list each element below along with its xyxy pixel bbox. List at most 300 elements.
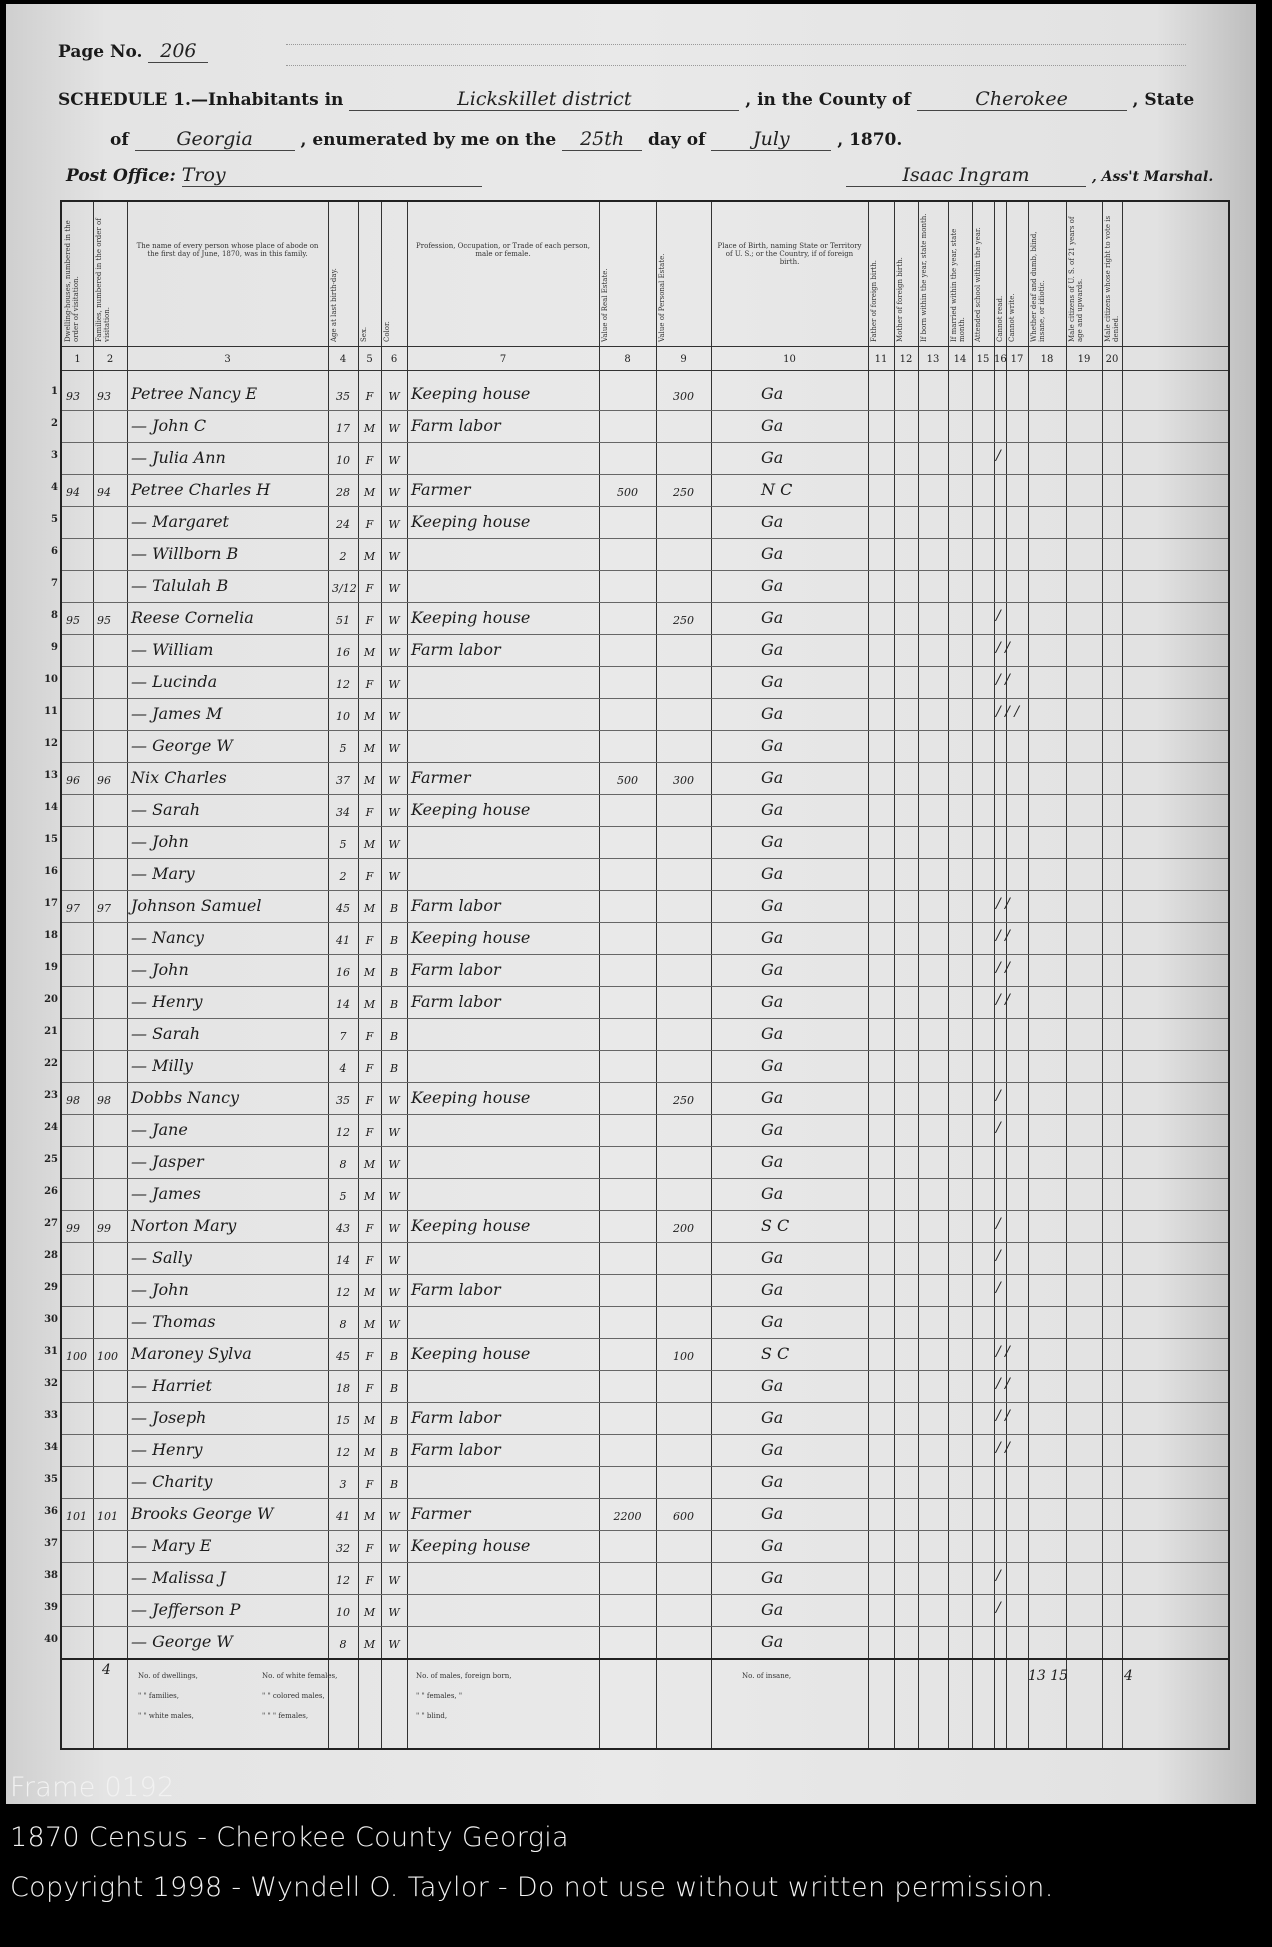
- cell-color: B: [389, 1062, 399, 1075]
- cell-dw: 94: [66, 486, 80, 499]
- cell-sex: F: [365, 806, 374, 819]
- cell-pers: 300: [673, 774, 694, 787]
- cell-fam: 97: [97, 902, 111, 915]
- column-number: 7: [499, 354, 507, 365]
- cell-birth: Ga: [761, 1472, 784, 1491]
- column-header-6: Color.: [383, 321, 391, 342]
- line-number: 25: [44, 1154, 58, 1165]
- cell-literacy-marks: / /: [996, 896, 1010, 912]
- cell-color: W: [388, 1126, 400, 1139]
- cell-age: 4: [339, 1062, 347, 1075]
- cell-color: B: [389, 1030, 399, 1043]
- cell-birth: Ga: [761, 672, 784, 691]
- cell-sex: F: [365, 518, 374, 531]
- post-office: Troy: [182, 164, 482, 187]
- cell-occ: Keeping house: [411, 384, 531, 403]
- cell-literacy-marks: / /: [996, 1440, 1010, 1456]
- cell-color: W: [388, 1190, 400, 1203]
- cell-occ: Keeping house: [411, 1344, 531, 1363]
- column-header-5: Sex.: [360, 326, 368, 342]
- of-label: of: [110, 130, 129, 150]
- line-number: 31: [44, 1346, 58, 1357]
- cell-age: 51: [336, 614, 350, 627]
- row-rule: [62, 1050, 1228, 1051]
- line-number: 35: [44, 1474, 58, 1485]
- line-number: 20: [44, 994, 58, 1005]
- cell-birth: Ga: [761, 960, 784, 979]
- cell-color: W: [388, 1606, 400, 1619]
- cell-occ: Farmer: [411, 1504, 471, 1523]
- cell-birth: Ga: [761, 544, 784, 563]
- column-header-12: Mother of foreign birth.: [896, 257, 904, 342]
- cell-color: W: [388, 518, 400, 531]
- cell-sex: M: [363, 422, 376, 435]
- column-number: 14: [953, 354, 967, 365]
- cell-birth: Ga: [761, 384, 784, 403]
- column-divider: [407, 202, 408, 1748]
- county-label: , in the County of: [745, 90, 911, 110]
- frame-caption: Frame 0192: [10, 1772, 175, 1803]
- cell-sex: F: [365, 1126, 374, 1139]
- enumerated-label: , enumerated by me on the: [300, 130, 557, 150]
- cell-birth: Ga: [761, 1280, 784, 1299]
- cell-color: W: [388, 1318, 400, 1331]
- row-rule: [62, 1402, 1228, 1403]
- row-rule: [62, 858, 1228, 859]
- district: Lickskillet district: [349, 88, 739, 111]
- column-divider: [599, 202, 600, 1748]
- row-rule: [62, 666, 1228, 667]
- cell-age: 5: [339, 1190, 347, 1203]
- line-number: 6: [51, 546, 58, 557]
- cell-birth: Ga: [761, 736, 784, 755]
- line-number: 19: [44, 962, 58, 973]
- cell-color: W: [388, 1158, 400, 1171]
- cell-name: Johnson Samuel: [131, 896, 262, 915]
- cell-name: — John: [131, 960, 189, 979]
- row-rule: [62, 1466, 1228, 1467]
- cell-color: W: [388, 1510, 400, 1523]
- cell-real: 2200: [613, 1510, 642, 1523]
- column-header-13: If born within the year, state month.: [920, 213, 928, 342]
- cell-birth: Ga: [761, 512, 784, 531]
- cell-literacy-marks: /: [996, 608, 1001, 624]
- cell-real: 500: [617, 486, 638, 499]
- cell-age: 5: [339, 742, 347, 755]
- column-divider: [948, 202, 949, 1748]
- cell-sex: M: [363, 710, 376, 723]
- column-header-11: Father of foreign birth.: [870, 260, 878, 342]
- cell-literacy-marks: / /: [996, 928, 1010, 944]
- cell-age: 34: [336, 806, 350, 819]
- cell-birth: Ga: [761, 608, 784, 627]
- footer-label: " " females, ": [416, 1692, 463, 1700]
- column-header-8: Value of Real Estate.: [601, 268, 609, 342]
- row-rule: [62, 762, 1228, 763]
- column-number: 1: [74, 354, 81, 365]
- line-number: 12: [44, 738, 58, 749]
- cell-color: B: [389, 1382, 399, 1395]
- cell-color: W: [388, 614, 400, 627]
- column-header-1: Dwelling-houses, numbered in the order of visitation.: [64, 220, 80, 342]
- row-rule: [62, 922, 1228, 923]
- cell-name: — James M: [131, 704, 223, 723]
- schedule-line: [58, 88, 1194, 111]
- cell-sex: M: [363, 1446, 376, 1459]
- cell-birth: Ga: [761, 1504, 784, 1523]
- column-divider: [381, 202, 382, 1748]
- cell-name: — John C: [131, 416, 207, 435]
- column-header-14: If married within the year, state month.: [950, 228, 966, 342]
- cell-color: B: [389, 934, 399, 947]
- cell-name: — Thomas: [131, 1312, 216, 1331]
- row-rule: [62, 698, 1228, 699]
- cell-sex: M: [363, 550, 376, 563]
- footer-tally: 4: [1124, 1668, 1133, 1684]
- cell-occ: Farmer: [411, 480, 471, 499]
- row-rule: [62, 634, 1228, 635]
- row-rule: [62, 826, 1228, 827]
- cell-dw: 97: [66, 902, 80, 915]
- cell-age: 12: [336, 678, 350, 691]
- cell-sex: F: [365, 1382, 374, 1395]
- cell-literacy-marks: / /: [996, 1408, 1010, 1424]
- cell-name: Petree Charles H: [131, 480, 271, 499]
- column-number: 18: [1040, 354, 1054, 365]
- cell-age: 24: [336, 518, 350, 531]
- cell-name: — Mary E: [131, 1536, 212, 1555]
- footer-label: No. of insane,: [742, 1672, 792, 1680]
- cell-age: 8: [339, 1158, 347, 1171]
- cell-color: W: [388, 742, 400, 755]
- column-divider: [1102, 202, 1103, 1748]
- column-header-18: Whether deaf and dumb, blind, insane, or idiotic.: [1030, 231, 1046, 342]
- row-rule: [62, 1114, 1228, 1115]
- cell-literacy-marks: / /: [996, 1344, 1010, 1360]
- cell-age: 10: [336, 1606, 350, 1619]
- title-caption: 1870 Census - Cherokee County Georgia: [10, 1822, 569, 1853]
- month: July: [711, 128, 831, 151]
- column-divider: [994, 202, 995, 1748]
- day: 25th: [562, 128, 642, 151]
- cell-sex: F: [365, 1222, 374, 1235]
- cell-name: — Sarah: [131, 800, 201, 819]
- row-rule: [62, 1210, 1228, 1211]
- cell-name: — Henry: [131, 992, 203, 1011]
- cell-color: W: [388, 486, 400, 499]
- cell-age: 14: [336, 998, 350, 1011]
- cell-color: B: [389, 966, 399, 979]
- cell-name: — Sarah: [131, 1024, 201, 1043]
- cell-name: — Sally: [131, 1248, 192, 1267]
- column-number: 17: [1010, 354, 1024, 365]
- cell-occ: Keeping house: [411, 800, 531, 819]
- cell-literacy-marks: / /: [996, 672, 1010, 688]
- cell-fam: 94: [97, 486, 111, 499]
- footer-label: No. of males, foreign born,: [416, 1672, 512, 1680]
- cell-occ: Farm labor: [411, 1440, 501, 1459]
- cell-birth: Ga: [761, 416, 784, 435]
- footer-label: No. of dwellings,: [138, 1672, 198, 1680]
- cell-sex: M: [363, 1606, 376, 1619]
- cell-color: W: [388, 454, 400, 467]
- cell-sex: F: [365, 1030, 374, 1043]
- cell-birth: Ga: [761, 1440, 784, 1459]
- cell-color: W: [388, 550, 400, 563]
- cell-color: W: [388, 1254, 400, 1267]
- cell-sex: M: [363, 1158, 376, 1171]
- column-divider: [894, 202, 895, 1748]
- cell-name: — John: [131, 1280, 189, 1299]
- row-rule: [62, 1530, 1228, 1531]
- footer-label: No. of white females,: [262, 1672, 338, 1680]
- cell-name: — James: [131, 1184, 201, 1203]
- cell-birth: Ga: [761, 800, 784, 819]
- line-number: 1: [51, 386, 58, 397]
- cell-dw: 96: [66, 774, 80, 787]
- cell-age: 43: [336, 1222, 350, 1235]
- cell-sex: F: [365, 1478, 374, 1491]
- cell-literacy-marks: /: [996, 1568, 1001, 1584]
- cell-sex: F: [365, 614, 374, 627]
- cell-name: — Charity: [131, 1472, 213, 1491]
- line-number: 7: [51, 578, 58, 589]
- cell-occ: Farm labor: [411, 640, 501, 659]
- cell-name: Petree Nancy E: [131, 384, 258, 403]
- state-label: , State: [1132, 90, 1195, 110]
- row-rule: [62, 1018, 1228, 1019]
- line-number: 2: [51, 418, 58, 429]
- column-header-3: The name of every person whose place of abode on the first day of June, 1870, was in this family.: [136, 242, 319, 258]
- cell-color: W: [388, 582, 400, 595]
- cell-pers: 250: [673, 614, 694, 627]
- cell-literacy-marks: /: [996, 1600, 1001, 1616]
- cell-color: W: [388, 678, 400, 691]
- cell-name: — Henry: [131, 1440, 203, 1459]
- cell-sex: M: [363, 1190, 376, 1203]
- row-rule: [62, 474, 1228, 475]
- cell-birth: Ga: [761, 1056, 784, 1075]
- cell-literacy-marks: / /: [996, 1376, 1010, 1392]
- census-table: [44, 200, 1230, 1750]
- cell-occ: Farm labor: [411, 416, 501, 435]
- column-header-10: Place of Birth, naming State or Territory of U. S.; or the Country, if of foreign birth.: [717, 242, 862, 266]
- column-number: 11: [874, 354, 888, 365]
- cell-literacy-marks: / /: [996, 640, 1010, 656]
- column-header-19: Male citizens of U. S. of 21 years of age and upwards.: [1068, 216, 1084, 342]
- schedule-label: SCHEDULE 1.—Inhabitants in: [58, 90, 344, 110]
- cell-literacy-marks: /: [996, 1280, 1001, 1296]
- cell-age: 7: [339, 1030, 347, 1043]
- cell-name: — John: [131, 832, 189, 851]
- cell-age: 2: [339, 870, 347, 883]
- cell-birth: Ga: [761, 1536, 784, 1555]
- row-rule: [62, 1306, 1228, 1307]
- cell-name: Dobbs Nancy: [131, 1088, 240, 1107]
- cell-birth: Ga: [761, 1312, 784, 1331]
- column-header-15: Attended school within the year.: [974, 227, 982, 342]
- cell-sex: M: [363, 838, 376, 851]
- row-rule: [62, 1338, 1228, 1339]
- line-number: 39: [44, 1602, 58, 1613]
- cell-fam: 98: [97, 1094, 111, 1107]
- row-rule: [62, 1626, 1228, 1627]
- line-number: 30: [44, 1314, 58, 1325]
- line-number: 22: [44, 1058, 58, 1069]
- column-header-4: Age at last birth-day.: [330, 268, 338, 342]
- footer-label: " " blind,: [416, 1712, 448, 1720]
- header-rule: [62, 346, 1228, 347]
- cell-name: Reese Cornelia: [131, 608, 254, 627]
- row-rule: [62, 410, 1228, 411]
- column-number: 13: [926, 354, 940, 365]
- row-rule: [62, 954, 1228, 955]
- cell-occ: Keeping house: [411, 608, 531, 627]
- cell-age: 18: [336, 1382, 350, 1395]
- line-number: 16: [44, 866, 58, 877]
- post-office-line: [66, 164, 482, 187]
- cell-occ: Farm labor: [411, 960, 501, 979]
- cell-birth: Ga: [761, 928, 784, 947]
- column-header-20: Male citizens whose right to vote is denied.: [1104, 215, 1120, 342]
- cell-birth: Ga: [761, 864, 784, 883]
- cell-sex: M: [363, 966, 376, 979]
- column-header-16: Cannot read.: [996, 295, 1004, 342]
- row-rule: [62, 794, 1228, 795]
- cell-pers: 600: [673, 1510, 694, 1523]
- cell-age: 41: [336, 1510, 350, 1523]
- column-number: 5: [366, 354, 373, 365]
- cell-name: — George W: [131, 736, 233, 755]
- cell-name: — Julia Ann: [131, 448, 226, 467]
- line-number: 11: [44, 706, 58, 717]
- cell-occ: Keeping house: [411, 1216, 531, 1235]
- cell-color: W: [388, 870, 400, 883]
- census-sheet: [6, 4, 1256, 1804]
- cell-occ: Farm labor: [411, 1280, 501, 1299]
- cell-color: B: [389, 1350, 399, 1363]
- line-number: 15: [44, 834, 58, 845]
- column-divider: [972, 202, 973, 1748]
- cell-age: 16: [336, 966, 350, 979]
- row-rule: [62, 1562, 1228, 1563]
- row-rule: [62, 442, 1228, 443]
- cell-birth: Ga: [761, 1152, 784, 1171]
- cell-name: — Joseph: [131, 1408, 207, 1427]
- cell-age: 12: [336, 1446, 350, 1459]
- footer-label: " " " females,: [262, 1712, 309, 1720]
- line-number: 38: [44, 1570, 58, 1581]
- cell-age: 15: [336, 1414, 350, 1427]
- cell-sex: F: [365, 678, 374, 691]
- page-number: 206: [148, 40, 208, 63]
- column-number: 10: [783, 354, 796, 365]
- column-divider: [868, 202, 869, 1748]
- cell-occ: Keeping house: [411, 1088, 531, 1107]
- cell-sex: M: [363, 646, 376, 659]
- column-number: 3: [224, 354, 231, 365]
- row-rule: [62, 730, 1228, 731]
- cell-birth: Ga: [761, 832, 784, 851]
- column-header-7: Profession, Occupation, or Trade of each person, male or female.: [416, 242, 590, 258]
- page-number-line: [58, 40, 208, 63]
- cell-age: 41: [336, 934, 350, 947]
- row-rule: [62, 890, 1228, 891]
- row-rule: [62, 1498, 1228, 1499]
- cell-literacy-marks: / /: [996, 960, 1010, 976]
- enumeration-line: [110, 128, 902, 151]
- cell-age: 32: [336, 1542, 350, 1555]
- cell-birth: S C: [761, 1216, 790, 1235]
- line-number: 10: [44, 674, 58, 685]
- cell-name: — Malissa J: [131, 1568, 226, 1587]
- cell-color: W: [388, 806, 400, 819]
- column-divider: [1028, 202, 1029, 1748]
- line-number: 9: [51, 642, 58, 653]
- column-divider: [1066, 202, 1067, 1748]
- cell-age: 10: [336, 454, 350, 467]
- cell-age: 12: [336, 1286, 350, 1299]
- cell-literacy-marks: / / /: [996, 704, 1020, 720]
- cell-name: — Jane: [131, 1120, 188, 1139]
- cell-birth: S C: [761, 1344, 790, 1363]
- cell-dw: 100: [66, 1350, 87, 1363]
- cell-dw: 99: [66, 1222, 80, 1235]
- row-rule: [62, 986, 1228, 987]
- cell-sex: M: [363, 742, 376, 755]
- marshal-label: , Ass't Marshal.: [1091, 169, 1214, 185]
- cell-sex: F: [365, 390, 374, 403]
- cell-real: 500: [617, 774, 638, 787]
- cell-name: — Milly: [131, 1056, 193, 1075]
- line-number: 23: [44, 1090, 58, 1101]
- column-divider: [93, 202, 94, 1748]
- cell-dw: 98: [66, 1094, 80, 1107]
- line-number: 3: [51, 450, 58, 461]
- post-office-label: Post Office:: [66, 166, 176, 186]
- cell-birth: Ga: [761, 896, 784, 915]
- cell-name: — Jefferson P: [131, 1600, 241, 1619]
- line-number: 34: [44, 1442, 58, 1453]
- cell-literacy-marks: / /: [996, 992, 1010, 1008]
- cell-sex: F: [365, 1094, 374, 1107]
- cell-literacy-marks: /: [996, 1120, 1001, 1136]
- cell-sex: F: [365, 454, 374, 467]
- cell-color: W: [388, 1574, 400, 1587]
- row-rule: [62, 1594, 1228, 1595]
- cell-sex: M: [363, 486, 376, 499]
- cell-age: 45: [336, 1350, 350, 1363]
- column-divider: [711, 202, 712, 1748]
- footer-tally: 4: [102, 1662, 111, 1678]
- cell-literacy-marks: /: [996, 1216, 1001, 1232]
- cell-age: 3/12: [332, 582, 357, 595]
- cell-occ: Farmer: [411, 768, 471, 787]
- cell-sex: M: [363, 1318, 376, 1331]
- column-header-17: Cannot write.: [1008, 293, 1016, 342]
- cell-dw: 101: [66, 1510, 87, 1523]
- marshal-line: [846, 164, 1213, 187]
- cell-age: 5: [339, 838, 347, 851]
- cell-birth: Ga: [761, 1600, 784, 1619]
- cell-name: — Nancy: [131, 928, 204, 947]
- line-number: 14: [44, 802, 58, 813]
- cell-birth: Ga: [761, 768, 784, 787]
- column-divider: [918, 202, 919, 1748]
- line-number: 26: [44, 1186, 58, 1197]
- column-divider: [1122, 202, 1123, 1748]
- cell-age: 8: [339, 1638, 347, 1651]
